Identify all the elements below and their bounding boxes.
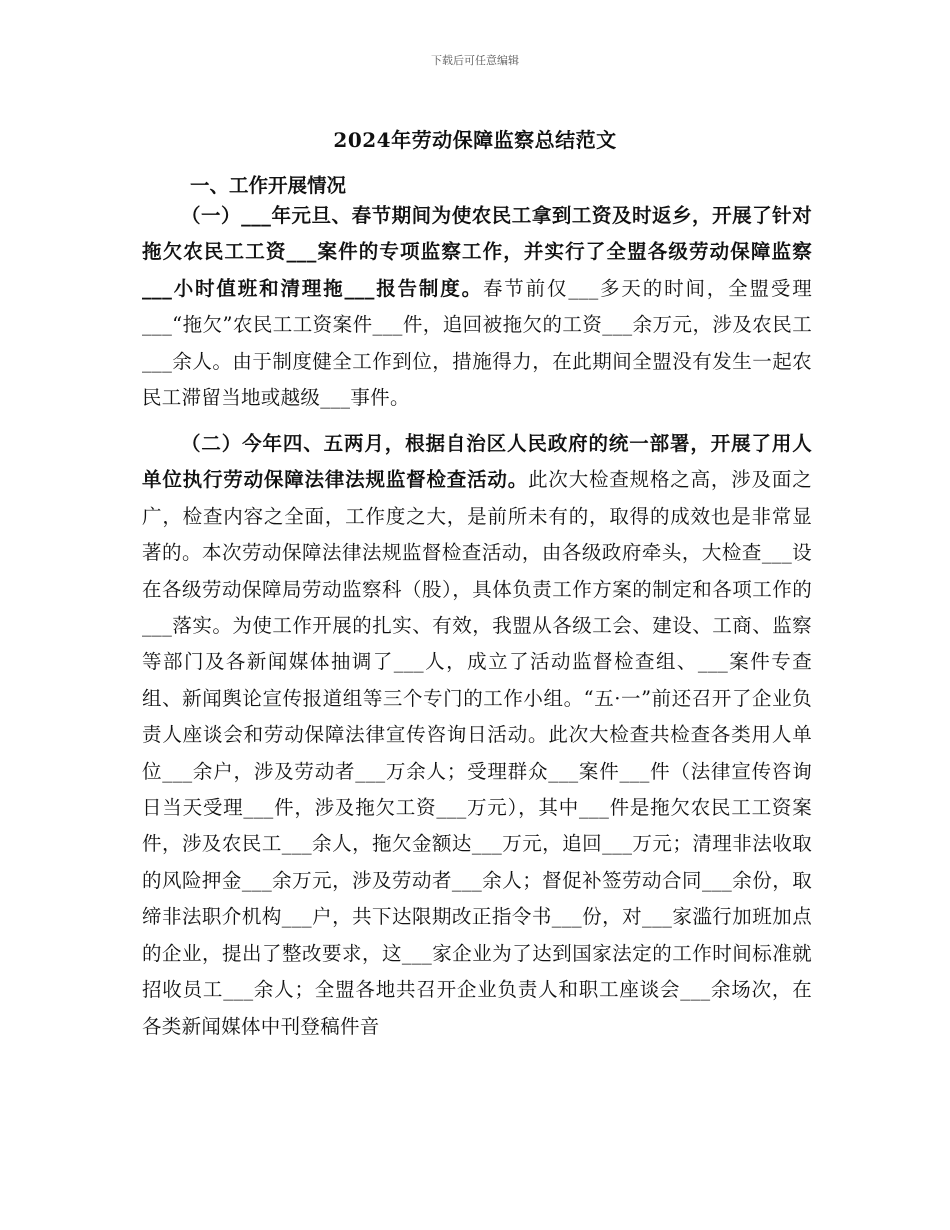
paragraph-2 bbox=[142, 426, 812, 1045]
section-heading: 一、工作开展情况 bbox=[190, 174, 347, 197]
paragraph-1-text: 春节前仅___多天的时间，全盟受理___“拖欠”农民工工资案件___件，追回被拖欠的工资___余万元，涉及农民工___余人。由于制度健全工作到位，措施得力，在此期间全盟没有发生一起农民工滞留当地或越级___事件。 bbox=[142, 276, 812, 410]
document-title: 2024年劳动保障监察总结范文 bbox=[333, 128, 617, 152]
paragraph-2-text: 此次大检查规格之高，涉及面之广，检查内容之全面，工作度之大，是前所未有的，取得的成效也是非常显著的。本次劳动保障法律法规监督检查活动，由各级政府牵头，大检查___设在各级劳动保障局劳动监察科（股），具体负责工作方案的制定和各项工作的___落实。为使工作开展的扎实、有效，我盟从各级工会、建设、工商、监察等部门及各新闻媒体抽调了___人，成立了活动监督检查组、___案件专查组、新闻舆论宣传报道组等三个专门的工作小组。“五·一”前还召开了企业负责人座谈会和劳动保障法律宣传咨询日活动。此次大检查共检查各类用人单位___余户，涉及劳动者___万余人；受理群众___案件___件（法律宣传咨询日当天受理___件，涉及拖欠工资___万元），其中___件是拖欠农民工工资案件，涉及农民工___余人，拖欠金额达___万元，追回___万元；清理非法收取的风险押金___余万元，涉及劳动者___余人；督促补签劳动合同___余份，取缔非法职介机构___户，共下达限期改正指令书___份，对___家滥行加班加点的企业，提出了整改要求，这___家企业为了达到国家法定的工作时间标准就招收员工___余人；全盟各地共召开企业负责人和职工座谈会___余场次，在各类新闻媒体中刊登稿件音 bbox=[142, 468, 813, 1038]
paragraph-1-bold: （一）___年元旦、春节期间为使农民工拿到工资及时返乡，开展了针对拖欠农民工工资___案件的专项监察工作，并实行了全盟各级劳动保障监察___小时值班和清理拖___报告制度。 bbox=[142, 204, 812, 300]
paragraph-2-bold: （二）今年四、五两月，根据自治区人民政府的统一部署，开展了用人单位执行劳动保障法律法规监督检查活动。 bbox=[142, 432, 812, 492]
header-note: 下载后可任意编辑 bbox=[431, 54, 519, 67]
paragraph-1 bbox=[142, 198, 812, 416]
